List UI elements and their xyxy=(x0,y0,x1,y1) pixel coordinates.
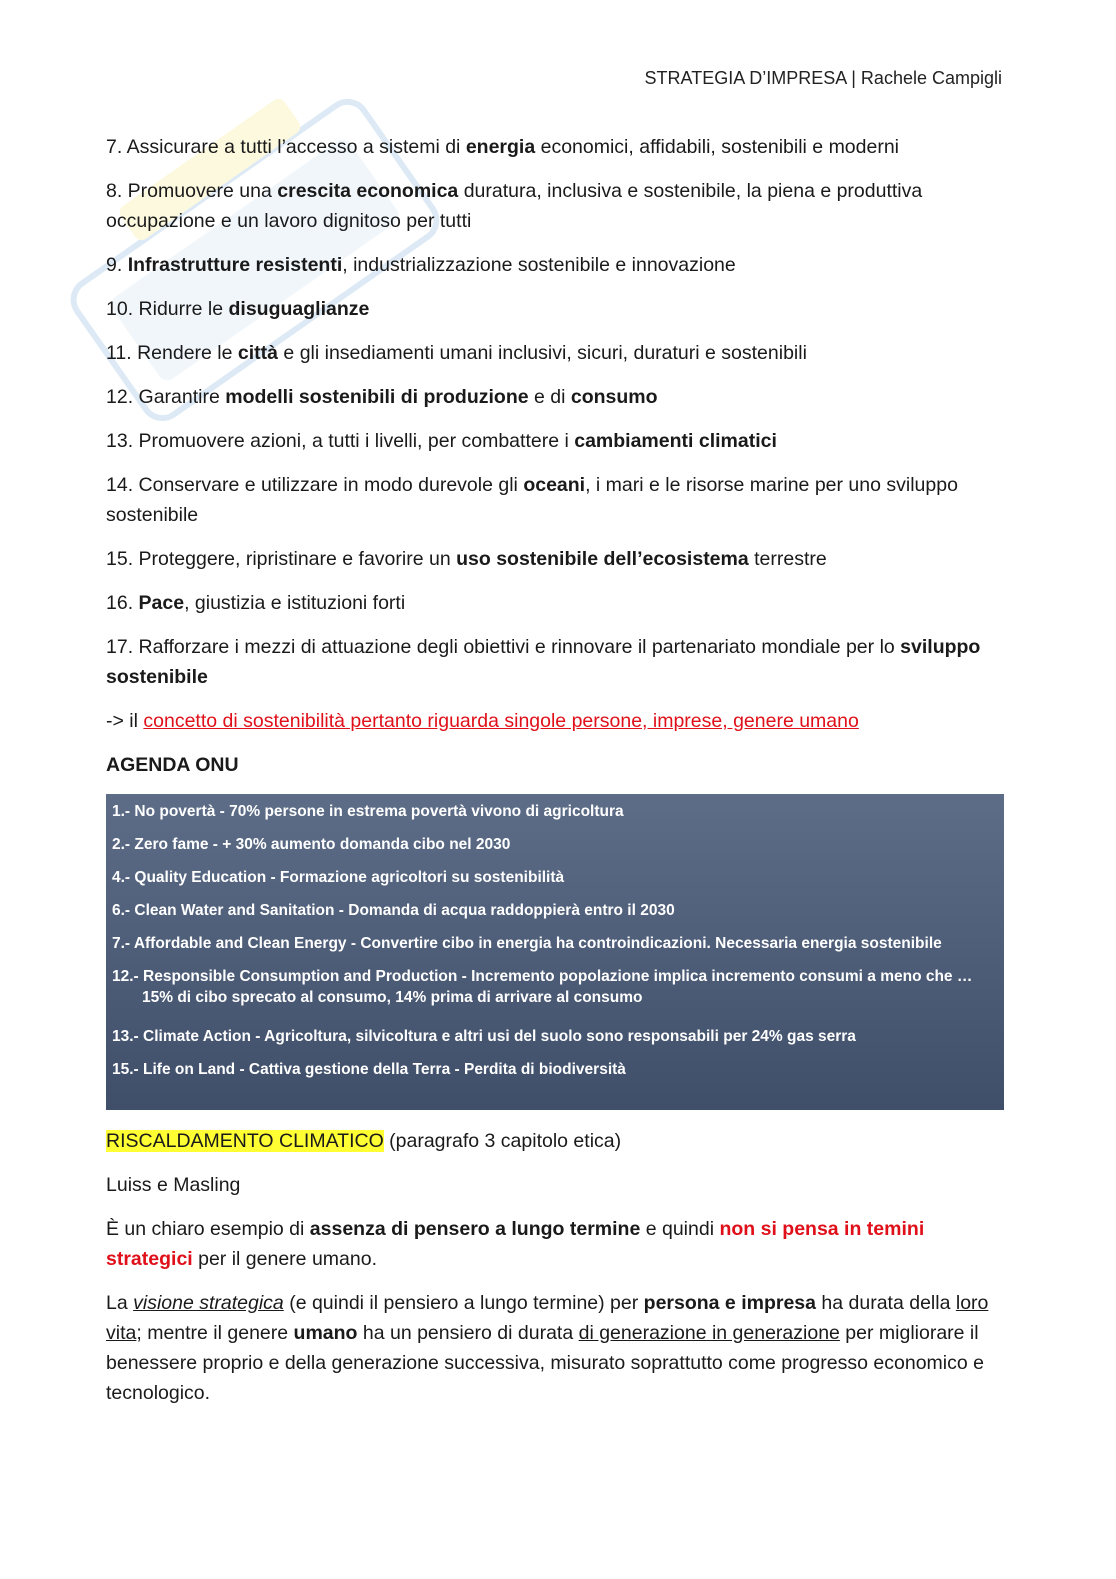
goal-item xyxy=(106,250,1006,280)
climate-heading xyxy=(106,1126,1006,1156)
goal-item xyxy=(106,544,1006,574)
text: (e quindi il pensiero a lungo termine) per xyxy=(283,1292,644,1314)
goal-keyword: modelli sostenibili di produzione xyxy=(225,386,529,408)
goal-keyword: Infrastrutture resistenti xyxy=(127,254,343,276)
text: per migliorare il benessere proprio e della generazione successiva, misurato soprattutto come progresso economico e tecnologico. xyxy=(106,1322,984,1404)
goal-text: 11. Rendere le xyxy=(106,342,238,364)
text: ha un pensiero di durata xyxy=(357,1322,579,1344)
paragraph-2 xyxy=(106,1288,1006,1408)
bold-text: persona e impresa xyxy=(643,1292,816,1314)
goal-text: 7. Assicurare a tutti l’accesso a sistemi di xyxy=(106,136,466,158)
goal-text: 9. xyxy=(106,254,128,276)
goal-text: e di xyxy=(528,386,571,408)
agenda-row-continuation: 15% di cibo sprecato al consumo, 14% prima di arrivare al consumo xyxy=(142,989,643,1006)
document-body xyxy=(106,132,1006,1422)
text: e quindi xyxy=(640,1218,720,1240)
paragraph-1 xyxy=(106,1214,1006,1274)
goal-text: e gli insediamenti umani inclusivi, sicuri, duraturi e sostenibili xyxy=(278,342,807,364)
goal-item xyxy=(106,338,1006,368)
bold-text: assenza di pensero a lungo termine xyxy=(309,1218,641,1240)
goal-text: terrestre xyxy=(748,548,827,570)
text: per il genere umano. xyxy=(192,1248,377,1270)
goal-text: 14. Conservare e utilizzare in modo durevole gli xyxy=(106,474,524,496)
sustainability-concept: concetto di sostenibilità pertanto riguarda singole persone, imprese, genere umano xyxy=(143,710,859,732)
goal-keyword: sviluppo sostenibile xyxy=(106,636,981,688)
underlined-text: loro vita xyxy=(106,1292,989,1344)
climate-subtitle: (paragrafo 3 capitolo etica) xyxy=(383,1130,622,1152)
goal-text: 16. xyxy=(106,592,139,614)
goal-item xyxy=(106,632,1006,692)
text: ; mentre il genere xyxy=(136,1322,294,1344)
agenda-row: 4.- Quality Education - Formazione agricoltori su sostenibilità xyxy=(112,869,565,886)
agenda-title: AGENDA ONU xyxy=(106,754,239,776)
goal-keyword: consumo xyxy=(570,386,658,408)
arrow-prefix: -> il xyxy=(106,710,144,732)
agenda-row: 1.- No povertà - 70% persone in estrema povertà vivono di agricoltura xyxy=(112,803,624,820)
underlined-text: di generazione in generazione xyxy=(578,1322,840,1344)
goal-keyword: uso sostenibile dell’ecosistema xyxy=(456,548,749,570)
goal-keyword: crescita economica xyxy=(277,180,459,202)
goal-text: 17. Rafforzare i mezzi di attuazione degli obiettivi e rinnovare il partenariato mondiale per lo xyxy=(106,636,901,658)
goal-text: , industrializzazione sostenibile e innovazione xyxy=(342,254,736,276)
agenda-row: 7.- Affordable and Clean Energy - Convertire cibo in energia ha controindicazioni. Necessaria energia sostenibile xyxy=(112,935,942,952)
text: La xyxy=(106,1292,134,1314)
text: È un chiaro esempio di xyxy=(106,1218,310,1240)
goal-item xyxy=(106,132,1006,162)
bold-text: umano xyxy=(293,1322,358,1344)
goal-text: 8. Promuovere una xyxy=(106,180,278,202)
agenda-row: 2.- Zero fame - + 30% aumento domanda cibo nel 2030 xyxy=(112,836,511,853)
authors: Luiss e Masling xyxy=(106,1174,241,1196)
goal-item xyxy=(106,470,1006,530)
agenda-row: 6.- Clean Water and Sanitation - Domanda di acqua raddoppierà entro il 2030 xyxy=(112,902,675,919)
goal-keyword: energia xyxy=(465,136,536,158)
agenda-row: 15.- Life on Land - Cattiva gestione della Terra - Perdita di biodiversità xyxy=(112,1061,626,1078)
red-bold-text: non si pensa in temini strategici xyxy=(106,1218,925,1270)
goal-text: duratura, inclusiva e sostenibile, la piena e produttiva occupazione e un lavoro dignitoso per tutti xyxy=(106,180,923,232)
goal-text: economici, affidabili, sostenibili e moderni xyxy=(535,136,900,158)
goal-keyword: città xyxy=(237,342,279,364)
goal-text: , giustizia e istituzioni forti xyxy=(184,592,406,614)
goal-text: , i mari e le risorse marine per uno sviluppo sostenibile xyxy=(106,474,958,526)
goal-keyword: disuguaglianze xyxy=(228,298,370,320)
goal-item xyxy=(106,176,1006,236)
page-header: STRATEGIA D’IMPRESA | Rachele Campigli xyxy=(644,68,1002,88)
goal-keyword: Pace xyxy=(138,592,185,614)
agenda-table xyxy=(106,794,1004,1110)
goal-text: 15. Proteggere, ripristinare e favorire un xyxy=(106,548,457,570)
climate-title: RISCALDAMENTO CLIMATICO xyxy=(106,1130,384,1152)
goal-item xyxy=(106,294,1006,324)
agenda-row-line: 12.- Responsible Consumption and Production - Incremento popolazione implica incremento consumi a meno che … xyxy=(112,968,973,985)
text: ha durata della xyxy=(816,1292,956,1314)
goal-item xyxy=(106,426,1006,456)
goal-item xyxy=(106,588,1006,618)
goal-keyword: cambiamenti climatici xyxy=(574,430,777,452)
sustainability-note xyxy=(106,706,1006,736)
goal-keyword: oceani xyxy=(523,474,586,496)
goal-text: 12. Garantire xyxy=(106,386,226,408)
goal-text: 13. Promuovere azioni, a tutti i livelli, per combattere i xyxy=(106,430,575,452)
goal-text: 10. Ridurre le xyxy=(106,298,229,320)
goal-item xyxy=(106,382,1006,412)
agenda-row: 13.- Climate Action - Agricoltura, silvicoltura e altri usi del suolo sono responsabili per 24% gas serra xyxy=(112,1028,856,1045)
goals-list xyxy=(106,132,1006,692)
italic-underlined-text: visione strategica xyxy=(133,1292,284,1314)
agenda-row xyxy=(112,961,998,1021)
